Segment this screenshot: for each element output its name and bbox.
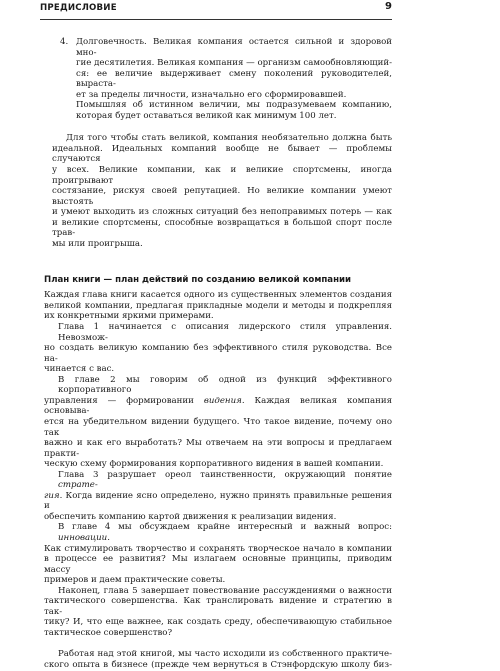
paragraph-line: у всех. Великие компании, как и великие спортсмены, иногда проигрывают [52, 165, 392, 186]
paragraph-line: идеальной. Идеальных компаний вообще не бывает — проблемы случаются [52, 143, 392, 165]
paragraph-line: мы или проигрыша. [52, 238, 143, 249]
section-heading: План книги — план действий по созданию великой компании [44, 275, 352, 286]
paragraph-chapter-3 [44, 470, 392, 523]
paragraph-line [44, 491, 392, 512]
paragraph-chapter-4 [44, 522, 392, 585]
paragraph-line: ского опыта в бизнесе (прежде чем вернуться в Стэнфордскую школу биз- [44, 659, 392, 670]
paragraph-line: В главе 2 мы говорим об одной из функций эффективного корпоративного [58, 374, 392, 396]
paragraph-chapter-1 [44, 322, 392, 375]
paragraph-line: ется на убедительном видении будущего. Что такое видение, почему оно так [44, 416, 392, 438]
emphasis-strategy: страте- [58, 480, 98, 491]
paragraph-line: Для того чтобы стать великой, компания необязательно должна быть [66, 133, 392, 144]
paragraph-line: Глава 1 начинается с описания лидерского стиля управления. Невозмож- [58, 322, 392, 343]
paragraph-line: и великие спортсмены, способные возвращаться в большой спорт после трав- [52, 217, 392, 239]
paragraph-line: великой компании, предлагая прикладные модели и методы и подкрепляя [44, 300, 392, 311]
page-body [44, 27, 392, 671]
paragraph-line: тактического совершенства. Как транслировать видение и стратегию в так- [44, 596, 392, 617]
paragraph-line: в процессе ее развития? Мы излагаем основные принципы, приводим массу [44, 554, 392, 575]
emphasis-innovation: инновации [58, 532, 108, 543]
paragraph-line [44, 396, 392, 417]
list-item-line: ся: ее величие выдерживает смену поколений руководителей, выраста- [76, 68, 392, 90]
paragraph-line: Каждая глава книги касается одного из существенных элементов создания [44, 290, 392, 301]
emphasis-strategy-end: гия [44, 490, 60, 501]
paragraph-line: Как стимулировать творчество и сохранять творческое начало в компании [44, 543, 392, 554]
paragraph-chapter-5 [44, 586, 392, 639]
header-rule [40, 19, 392, 20]
paragraph-line [44, 470, 392, 491]
paragraph-chapter-2 [44, 375, 392, 470]
paragraph-line: ческую схему формирования корпоративного видения в вашей компании. [44, 459, 384, 470]
paragraph-line: важно и как его выработать? Мы отвечаем на эти вопросы и предлагаем практи- [44, 438, 392, 459]
paragraph-line: но создать великую компанию без эффективного стиля руководства. Все на- [44, 343, 392, 364]
paragraph-line: тику? И, что еще важнее, как создать среду, обеспечивающую стабильное [44, 617, 392, 628]
text-run: . Когда видение ясно определено, нужно принять правильные решения и [44, 490, 392, 512]
paragraph-line: тактическое совершенство? [44, 627, 173, 638]
text-run: управления — формировании [44, 395, 204, 406]
text-run: В главе 4 мы обсуждаем крайне интересный и важный вопрос: [58, 522, 392, 533]
paragraph-line: Работая над этой книгой, мы часто исходили из собственного практиче- [58, 649, 392, 660]
paragraph-greatness [52, 133, 392, 249]
list-item-line: Помышляя об истинном величии, мы подразумеваем компанию, [76, 100, 392, 111]
paragraph-line: обеспечить компанию картой движения к реализации видения. [44, 511, 337, 522]
text-run: Глава 3 разрушает ореол таинственности, окружающий понятие [58, 469, 392, 480]
emphasis-vision: видения [203, 395, 242, 406]
list-item-line: гие десятилетия. Великая компания — организм самообновляющий- [76, 58, 392, 69]
list-item-line: Долговечность. Великая компания остается сильной и здоровой мно- [76, 37, 392, 58]
list-item-number: 4. [60, 37, 69, 47]
list-item-line: ет за пределы личности, изначально его сформировавшей. [76, 89, 347, 100]
paragraph-line: и умеют выходить из сложных ситуаций без непоправимых потерь — как [52, 207, 392, 218]
paragraph-line: примеров и даем практические советы. [44, 575, 226, 586]
paragraph-chapters-intro [44, 290, 392, 322]
paragraph-line: Наконец, глава 5 завершает повествование рассуждениями о важности [58, 585, 392, 596]
paragraph-line [44, 522, 392, 543]
paragraph-line: состязание, рискуя своей репутацией. Но великие компании умеют выстоять [52, 186, 392, 207]
text-run: . Каждая великая компания основыва- [44, 395, 392, 417]
running-title: ПРЕДИСЛОВИЕ [40, 3, 117, 13]
paragraph-line: их конкретными яркими примерами. [44, 311, 214, 322]
paragraph-line: чинается с вас. [44, 364, 115, 375]
paragraph-working-on-book [44, 649, 392, 670]
list-item-line: которая будет оставаться великой как минимум 100 лет. [76, 110, 337, 121]
page-number: 9 [385, 1, 392, 12]
text-run: . [107, 532, 110, 543]
list-item-durability [60, 37, 392, 121]
